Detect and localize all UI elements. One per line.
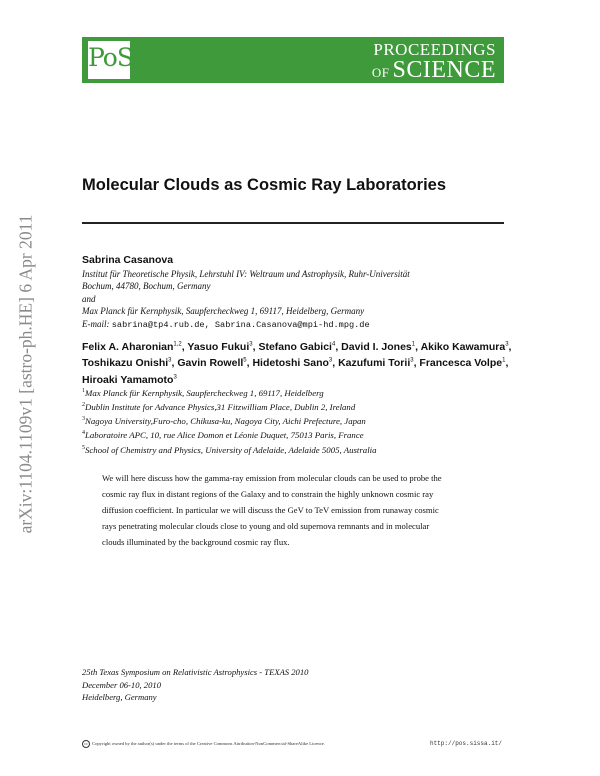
institution-item — [82, 413, 512, 427]
copyright-text: Copyright owned by the author(s) under the terms of the Creative Commons Attribution-NonCommercial-ShareAlike Licence. — [92, 741, 325, 747]
institution-number: 1 — [82, 388, 85, 394]
coauthor-separator: , — [335, 340, 342, 353]
abstract-line: cosmic ray flux in distant regions of the Galaxy and to constrain the highly unknown cosmic ray — [102, 488, 434, 499]
coauthor-affiliation-number: 1 — [411, 341, 416, 347]
coauthor-separator: , — [505, 357, 509, 370]
email-addresses[interactable]: sabrina@tp4.rub.de, Sabrina.Casanova@mpi-hd.mpg.de — [111, 319, 370, 330]
coauthor-name: Akiko Kawamura — [420, 340, 506, 353]
affiliation-line: Max Planck für Kernphysik, Saupfercheckweg 1, 69117, Heidelberg, Germany — [82, 306, 365, 317]
coauthor — [419, 357, 508, 369]
coauthor-affiliation-number: 1 — [502, 357, 506, 364]
abstract-line: clouds illuminated by the background cosmic ray flux. — [102, 536, 290, 547]
institution-number: 4 — [82, 430, 85, 437]
coauthor — [82, 357, 177, 369]
coauthor — [252, 357, 338, 369]
banner-of: OF — [371, 65, 390, 80]
coauthor-affiliation-number: 3 — [505, 341, 509, 347]
title-rule — [82, 222, 504, 224]
coauthor-name: Yasuo Fukui — [187, 340, 250, 353]
email-line — [82, 318, 504, 331]
creative-commons-icon: cc — [82, 740, 90, 748]
coauthor-name: Felix A. Aharonian — [82, 340, 174, 353]
institution-text: School of Chemistry and Physics, University of Adelaide, Adelaide 5005, Australia — [85, 444, 377, 455]
coauthor-affiliation-number: 3 — [410, 357, 414, 364]
banner-proceedings: PROCEEDINGS — [373, 40, 496, 59]
coauthor-separator: , — [252, 340, 259, 353]
abstract — [102, 471, 490, 551]
coauthor-separator: , — [413, 357, 420, 370]
coauthor-separator: , — [181, 340, 188, 353]
conference-line: December 06-10, 2010 — [82, 679, 161, 690]
coauthor-name: Hidetoshi Sano — [252, 357, 329, 370]
affiliation-line: and — [82, 293, 96, 304]
copyright-notice — [82, 740, 325, 748]
coauthor-name: Hiroaki Yamamoto — [82, 373, 174, 386]
coauthor — [338, 357, 419, 369]
pos-banner — [82, 37, 504, 83]
coauthor-list — [82, 337, 512, 387]
coauthor — [187, 341, 258, 353]
main-author: Sabrina Casanova — [82, 254, 174, 266]
arxiv-identifier: arXiv:1104.1109v1 [astro-ph.HE] 6 Apr 2011 — [15, 214, 36, 534]
coauthor — [258, 341, 341, 353]
coauthor-name: Stefano Gabici — [258, 340, 332, 353]
coauthor — [421, 341, 512, 353]
main-author-affiliation — [82, 268, 504, 331]
institution-number: 5 — [82, 444, 85, 451]
coauthor — [341, 341, 420, 353]
pos-logo-text: PoS — [88, 43, 133, 72]
affiliation-line: Bochum, 44780, Bochum, Germany — [82, 281, 211, 292]
abstract-line: rays penetrating molecular clouds close to young and old supernova remnants and in molecular — [102, 520, 430, 531]
institution-item — [82, 399, 512, 413]
coauthor-separator: , — [171, 357, 178, 370]
coauthor-affiliation-number: 3 — [328, 357, 333, 364]
institution-text: Dublin Institute for Advance Physics,31 Fitzwilliam Place, Dublin 2, Ireland — [85, 402, 356, 413]
institution-list — [82, 385, 512, 456]
coauthor — [177, 357, 252, 369]
coauthor-name: Toshikazu Onishi — [82, 357, 169, 370]
coauthor-name: Kazufumi Torii — [338, 357, 411, 370]
coauthor-affiliation-number: 3 — [249, 341, 253, 347]
banner-of-science — [372, 57, 496, 84]
coauthor-separator: , — [415, 340, 421, 353]
conference-line: Heidelberg, Germany — [82, 692, 157, 703]
arxiv-side-stamp — [6, 166, 46, 582]
abstract-line: diffusion coefficient. In particular we will discuss the GeV to TeV emission from runaway cosmic — [102, 504, 439, 515]
coauthor-affiliation-number: 1,2 — [173, 341, 182, 347]
paper-title: Molecular Clouds as Cosmic Ray Laboratories — [82, 176, 447, 194]
institution-number: 3 — [82, 416, 85, 423]
conference-line: 25th Texas Symposium on Relativistic Astrophysics - TEXAS 2010 — [82, 667, 309, 677]
abstract-line: We will here discuss how the gamma-ray emission from molecular clouds can be used to probe the — [102, 473, 442, 483]
coauthor-separator: , — [508, 340, 512, 353]
pos-logo — [88, 41, 133, 79]
pos-url[interactable]: http://pos.sissa.it/ — [429, 740, 502, 747]
coauthor-name: David I. Jones — [341, 340, 412, 353]
institution-item — [82, 442, 512, 456]
institution-number: 2 — [82, 402, 85, 409]
institution-text: Max Planck für Kernphysik, Saupfercheckweg 1, 69117, Heidelberg — [85, 387, 324, 398]
coauthor-affiliation-number: 3 — [168, 357, 172, 364]
coauthor — [82, 341, 187, 353]
coauthor-name: Francesca Volpe — [419, 357, 503, 370]
banner-science: SCIENCE — [392, 57, 496, 83]
institution-text: Nagoya University,Furo-cho, Chikusa-ku, Nagoya City, Aichi Prefecture, Japan — [85, 416, 366, 427]
coauthor-affiliation-number: 5 — [243, 357, 247, 364]
institution-item — [82, 427, 512, 441]
coauthor-separator: , — [246, 357, 253, 370]
coauthor-affiliation-number: 3 — [173, 374, 177, 381]
affiliation-line: Institut für Theoretische Physik, Lehrstuhl IV: Weltraum und Astrophysik, Ruhr-Universität — [82, 269, 410, 279]
coauthor-separator: , — [332, 357, 339, 370]
coauthor-affiliation-number: 4 — [331, 341, 336, 347]
conference-info — [82, 666, 308, 704]
email-label: E-mail: — [82, 318, 110, 329]
institution-text: Laboratoire APC, 10, rue Alice Domon et Léonie Duquet, 75013 Paris, France — [85, 430, 364, 441]
institution-item — [82, 385, 512, 399]
coauthor-name: Gavin Rowell — [177, 357, 244, 370]
